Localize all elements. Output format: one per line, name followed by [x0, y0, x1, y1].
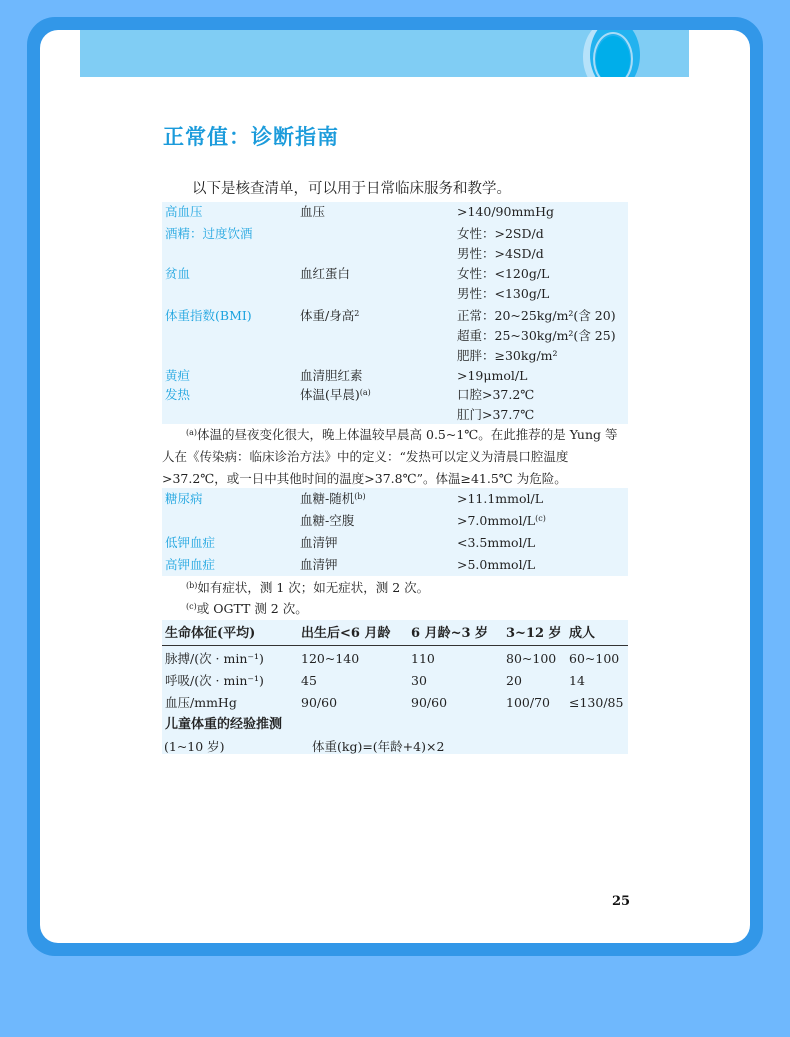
measure-label: 血糖-随机 [300, 491, 355, 506]
footnote-c [186, 599, 308, 617]
table-row [162, 202, 628, 224]
footnote-text: 体温的昼夜变化很大，晚上体温较早晨高 0.5~1℃。在此推荐的是 Yung 等人在《传染病：临床诊治方法》中的定义：“发热可以定义为清晨口腔温度>37.2℃，或一日中其他时间的温度>37.8℃”。体温≥41.5℃ 为危险。 [162, 427, 618, 486]
measure-label: 血糖-空腹 [300, 513, 355, 528]
table-row [162, 511, 628, 533]
condition-label: 黄疸 [165, 368, 191, 383]
threshold-value: 肥胖：≥30kg/m² [457, 348, 558, 363]
superscript: 2 [354, 309, 360, 318]
threshold-value: >11.1mmol/L [457, 491, 544, 506]
table-cell: ≤130/85 [569, 695, 624, 710]
criteria-table-2 [162, 488, 628, 576]
measure-label: 血清钾 [300, 535, 338, 550]
column-header: 生命体征(平均) [165, 626, 256, 641]
measure-label: 血清钾 [300, 557, 338, 572]
intro-text: 以下是核查清单，可以用于日常临床服务和教学。 [192, 181, 511, 197]
decorative-circle-icon [596, 36, 630, 77]
table-cell: 14 [569, 673, 585, 688]
table-cell: 30 [411, 673, 427, 688]
threshold-value: <3.5mmol/L [457, 535, 536, 550]
table-row [162, 692, 628, 714]
condition-label: 高血压 [165, 204, 203, 219]
table-row [162, 648, 628, 670]
table-cell: 110 [411, 651, 435, 666]
measure-label [300, 224, 457, 244]
footnote-text: 或 OGTT 测 2 次。 [196, 601, 308, 616]
threshold-value: 男性：<130g/L [457, 286, 550, 301]
threshold-value: 女性：<120g/L [457, 266, 550, 281]
condition-label: 体重指数(BMI) [165, 308, 252, 323]
row-label: 呼吸/(次 · min⁻¹) [165, 673, 264, 688]
condition-label [165, 511, 300, 531]
header-band [80, 30, 689, 77]
weight-estimate-heading: 儿童体重的经验推测 [165, 717, 283, 732]
table-cell: 100/70 [506, 695, 550, 710]
page-title: 正常值：诊断指南 [163, 125, 339, 149]
age-range: (1~10 岁) [164, 739, 225, 754]
table-cell: 90/60 [301, 695, 338, 710]
condition-label: 糖尿病 [165, 491, 203, 506]
threshold-value: >19μmol/L [457, 368, 528, 383]
row-label: 脉搏/(次 · min⁻¹) [165, 651, 264, 666]
document-page [40, 30, 750, 943]
weight-formula: 体重(kg)=(年龄+4)×2 [312, 739, 445, 754]
criteria-table-1 [162, 202, 628, 424]
measure-label: 血压 [300, 204, 326, 219]
condition-label: 高钾血症 [165, 557, 216, 572]
threshold-value: 女性：>2SD/d [457, 226, 544, 241]
column-header: 出生后<6 月龄 [301, 626, 391, 641]
footnote-marker: (a) [186, 428, 198, 437]
condition-label: 贫血 [165, 266, 191, 281]
threshold-value: 肛门>37.7℃ [457, 407, 535, 422]
table-row [162, 488, 628, 511]
measure-label: 血清胆红素 [300, 368, 363, 383]
table-cell: 120~140 [301, 651, 360, 666]
page-number: 25 [612, 894, 631, 909]
measure-label: 体温(早晨) [300, 387, 360, 402]
table-cell: 80~100 [506, 651, 557, 666]
footnote-marker: (c) [535, 514, 546, 523]
table-header-row [162, 620, 628, 646]
table-row [162, 670, 628, 692]
condition-label: 发热 [165, 387, 191, 402]
table-row [162, 224, 628, 264]
vital-signs-table [162, 620, 628, 754]
measure-label: 体重/身高 [300, 308, 355, 323]
footnote-marker: (b) [186, 581, 198, 590]
table-cell: 60~100 [569, 651, 620, 666]
table-row [162, 385, 628, 425]
footnote-b [186, 578, 429, 596]
table-row [162, 306, 628, 366]
footnote-a [162, 424, 628, 490]
row-label: 血压/mmHg [165, 695, 237, 710]
condition-label: 低钾血症 [165, 535, 216, 550]
measure-label: 血红蛋白 [300, 266, 351, 281]
threshold-value: >7.0mmol/L [457, 513, 536, 528]
footnote-text: 如有症状，测 1 次；如无症状，测 2 次。 [197, 580, 430, 595]
threshold-value: 男性：>4SD/d [457, 246, 544, 261]
table-row [162, 366, 628, 385]
condition-label: 酒精：过度饮酒 [165, 226, 253, 241]
column-header: 成人 [569, 626, 596, 641]
table-row [162, 533, 628, 555]
threshold-value: 正常：20~25kg/m²(含 20) [457, 308, 616, 323]
footnote-marker: (c) [186, 602, 197, 611]
threshold-value: 超重：25~30kg/m²(含 25) [457, 328, 616, 343]
column-header: 3~12 岁 [506, 626, 562, 641]
table-cell: 90/60 [411, 695, 448, 710]
table-row [162, 555, 628, 576]
table-cell: 20 [506, 673, 522, 688]
footnote-marker: (a) [359, 388, 371, 397]
footnote-marker: (b) [354, 492, 366, 501]
table-row [162, 264, 628, 306]
threshold-value: 口腔>37.2℃ [457, 387, 535, 402]
table-cell: 45 [301, 673, 317, 688]
column-header: 6 月龄~3 岁 [411, 626, 489, 641]
threshold-value: >140/90mmHg [457, 204, 555, 219]
weight-formula-row [162, 736, 628, 758]
threshold-value: >5.0mmol/L [457, 557, 536, 572]
